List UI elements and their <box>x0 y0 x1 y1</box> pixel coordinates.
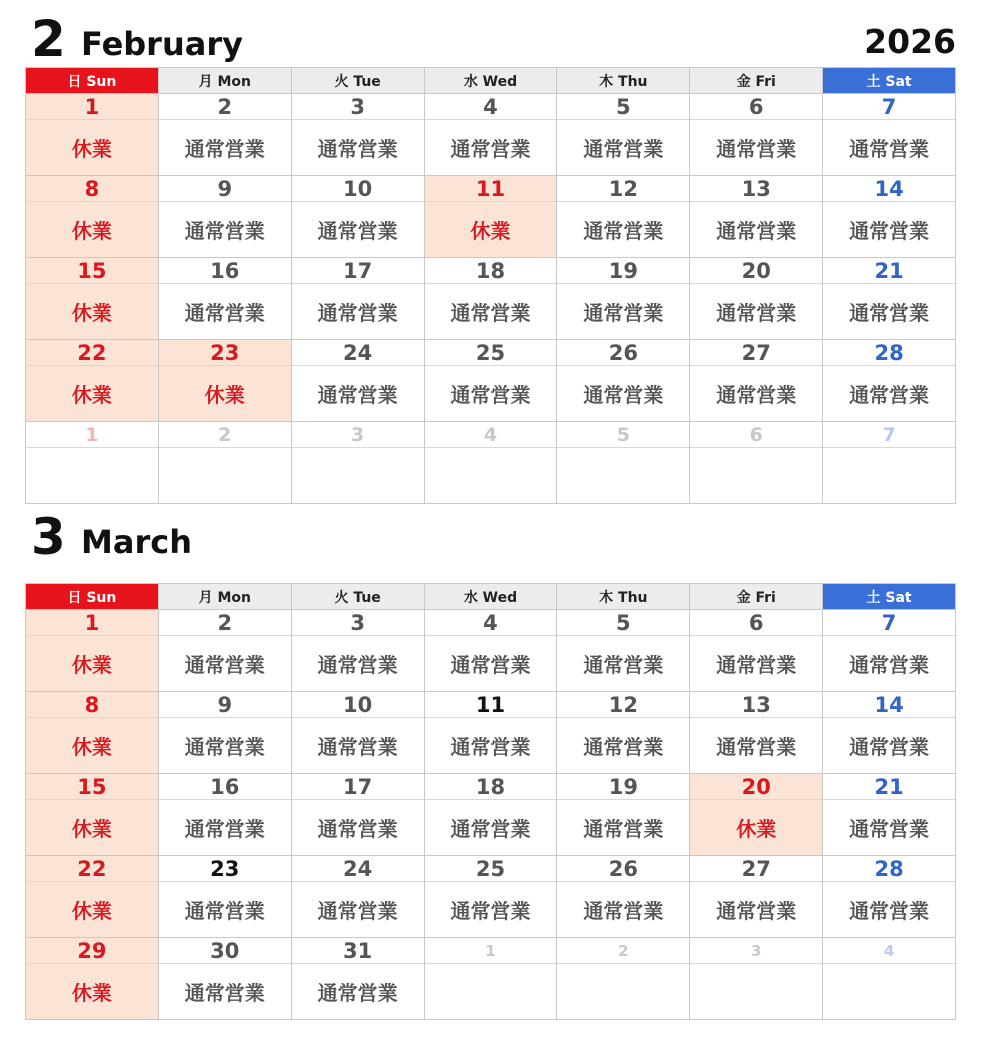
day-number: 11 <box>425 692 557 718</box>
day-status: 通常営業 <box>184 301 265 325</box>
day-cell <box>425 774 558 856</box>
day-number: 2 <box>159 610 291 636</box>
weekday-header: 水 Wed <box>425 68 558 94</box>
day-status <box>690 964 822 1019</box>
day-status: 通常営業 <box>184 137 265 161</box>
weekday-header: 木 Thu <box>557 68 690 94</box>
day-cell <box>557 176 690 258</box>
day-cell-adjacent-month <box>690 938 823 1020</box>
day-number: 22 <box>26 856 158 882</box>
weekday-header: 火 Tue <box>292 68 425 94</box>
day-cell <box>823 692 956 774</box>
day-status <box>823 964 955 1019</box>
day-cell-adjacent-month <box>557 422 690 504</box>
day-cell <box>823 774 956 856</box>
day-status <box>690 448 822 503</box>
day-cell <box>690 94 823 176</box>
day-status: 通常営業 <box>184 817 265 841</box>
day-cell <box>690 258 823 340</box>
day-status: 通常営業 <box>716 653 797 677</box>
day-cell-adjacent-month <box>690 422 823 504</box>
month-number: 3 <box>31 508 66 566</box>
day-number: 5 <box>557 610 689 636</box>
day-number: 7 <box>823 610 955 636</box>
day-status <box>159 448 291 503</box>
month-number: 2 <box>31 10 66 68</box>
day-number: 8 <box>26 176 158 202</box>
day-number: 3 <box>690 938 822 964</box>
day-status: 通常営業 <box>317 137 398 161</box>
weekday-header: 金 Fri <box>690 68 823 94</box>
day-cell <box>159 176 292 258</box>
day-number: 25 <box>425 340 557 366</box>
day-cell <box>159 610 292 692</box>
day-cell <box>292 94 425 176</box>
day-cell <box>292 774 425 856</box>
day-cell <box>425 856 558 938</box>
day-cell <box>557 94 690 176</box>
day-number: 24 <box>292 856 424 882</box>
day-cell <box>159 692 292 774</box>
day-number: 18 <box>425 774 557 800</box>
day-number: 14 <box>823 692 955 718</box>
day-cell <box>557 774 690 856</box>
day-cell <box>425 692 558 774</box>
day-cell <box>557 610 690 692</box>
weekday-header: 木 Thu <box>557 584 690 610</box>
day-cell <box>690 610 823 692</box>
day-number: 6 <box>690 94 822 120</box>
day-cell <box>159 938 292 1020</box>
day-cell <box>292 340 425 422</box>
day-number: 5 <box>557 422 689 448</box>
day-status: 通常営業 <box>849 301 930 325</box>
day-cell <box>292 692 425 774</box>
day-number: 7 <box>823 422 955 448</box>
day-number: 23 <box>159 856 291 882</box>
day-number: 16 <box>159 774 291 800</box>
day-number: 12 <box>557 692 689 718</box>
day-status: 通常営業 <box>184 735 265 759</box>
day-cell <box>292 258 425 340</box>
day-status: 通常営業 <box>716 301 797 325</box>
day-number: 25 <box>425 856 557 882</box>
day-number: 28 <box>823 856 955 882</box>
day-number: 11 <box>425 176 557 202</box>
day-cell <box>557 340 690 422</box>
day-status: 休業 <box>470 219 511 243</box>
february-header <box>31 2 956 68</box>
day-number: 1 <box>26 610 158 636</box>
day-cell <box>690 774 823 856</box>
day-status: 通常営業 <box>450 301 531 325</box>
day-status: 通常営業 <box>317 817 398 841</box>
day-status: 休業 <box>736 817 777 841</box>
weekday-header: 土 Sat <box>823 584 956 610</box>
day-status: 通常営業 <box>450 137 531 161</box>
day-number: 15 <box>26 258 158 284</box>
day-number: 8 <box>26 692 158 718</box>
day-number: 4 <box>425 422 557 448</box>
day-cell <box>292 856 425 938</box>
day-status: 通常営業 <box>450 899 531 923</box>
weekday-header: 土 Sat <box>823 68 956 94</box>
day-number: 15 <box>26 774 158 800</box>
day-cell <box>690 856 823 938</box>
day-status: 休業 <box>71 137 112 161</box>
day-status: 通常営業 <box>184 899 265 923</box>
day-status <box>292 448 424 503</box>
day-number: 16 <box>159 258 291 284</box>
day-number: 20 <box>690 258 822 284</box>
day-cell <box>425 610 558 692</box>
day-cell <box>26 774 159 856</box>
day-cell <box>26 938 159 1020</box>
day-cell <box>425 258 558 340</box>
year: 2026 <box>864 22 956 61</box>
day-number: 20 <box>690 774 822 800</box>
day-status: 通常営業 <box>849 383 930 407</box>
day-status: 通常営業 <box>849 653 930 677</box>
day-cell <box>823 856 956 938</box>
day-number: 10 <box>292 692 424 718</box>
day-cell-adjacent-month <box>26 422 159 504</box>
day-cell <box>690 340 823 422</box>
day-cell <box>26 176 159 258</box>
day-number: 26 <box>557 856 689 882</box>
day-status: 通常営業 <box>583 383 664 407</box>
day-number: 4 <box>823 938 955 964</box>
day-number: 21 <box>823 774 955 800</box>
day-number: 2 <box>557 938 689 964</box>
day-number: 9 <box>159 176 291 202</box>
day-cell <box>425 94 558 176</box>
day-cell <box>292 938 425 1020</box>
day-status: 通常営業 <box>716 383 797 407</box>
month-name: March <box>81 523 192 561</box>
day-status: 通常営業 <box>317 219 398 243</box>
day-cell <box>26 856 159 938</box>
day-status: 通常営業 <box>716 219 797 243</box>
february-calendar <box>25 67 956 504</box>
day-number: 3 <box>292 94 424 120</box>
day-status: 通常営業 <box>849 137 930 161</box>
day-status: 通常営業 <box>317 735 398 759</box>
day-cell <box>159 94 292 176</box>
day-status: 通常営業 <box>317 981 398 1005</box>
day-status: 通常営業 <box>184 653 265 677</box>
day-number: 13 <box>690 176 822 202</box>
day-cell-adjacent-month <box>557 938 690 1020</box>
day-cell <box>690 176 823 258</box>
day-status: 通常営業 <box>849 899 930 923</box>
day-status: 通常営業 <box>583 735 664 759</box>
day-status: 通常営業 <box>450 383 531 407</box>
day-status: 通常営業 <box>583 137 664 161</box>
day-status: 通常営業 <box>849 817 930 841</box>
day-cell <box>159 258 292 340</box>
day-cell <box>823 340 956 422</box>
day-cell <box>557 856 690 938</box>
day-number: 26 <box>557 340 689 366</box>
day-cell <box>557 692 690 774</box>
day-status: 通常営業 <box>450 653 531 677</box>
day-number: 9 <box>159 692 291 718</box>
day-cell-adjacent-month <box>823 938 956 1020</box>
day-status: 通常営業 <box>450 817 531 841</box>
march-calendar <box>25 583 956 1020</box>
day-number: 1 <box>26 94 158 120</box>
day-number: 1 <box>425 938 557 964</box>
day-number: 12 <box>557 176 689 202</box>
day-number: 3 <box>292 610 424 636</box>
day-number: 31 <box>292 938 424 964</box>
day-status: 通常営業 <box>184 219 265 243</box>
weekday-header: 月 Mon <box>159 584 292 610</box>
day-number: 28 <box>823 340 955 366</box>
weekday-header: 日 Sun <box>26 68 159 94</box>
day-status <box>26 448 158 503</box>
day-status: 通常営業 <box>583 653 664 677</box>
day-cell <box>292 176 425 258</box>
day-number: 24 <box>292 340 424 366</box>
day-status: 通常営業 <box>184 981 265 1005</box>
day-status: 休業 <box>71 301 112 325</box>
weekday-header: 金 Fri <box>690 584 823 610</box>
day-status: 通常営業 <box>583 301 664 325</box>
day-number: 19 <box>557 774 689 800</box>
day-number: 10 <box>292 176 424 202</box>
day-cell <box>557 258 690 340</box>
day-cell <box>425 340 558 422</box>
day-number: 17 <box>292 774 424 800</box>
day-status: 通常営業 <box>716 899 797 923</box>
day-number: 22 <box>26 340 158 366</box>
day-status: 通常営業 <box>716 735 797 759</box>
day-status: 通常営業 <box>317 383 398 407</box>
day-cell <box>425 176 558 258</box>
day-cell <box>690 692 823 774</box>
day-cell <box>26 258 159 340</box>
day-number: 3 <box>292 422 424 448</box>
day-cell <box>823 610 956 692</box>
day-number: 17 <box>292 258 424 284</box>
day-cell-adjacent-month <box>425 422 558 504</box>
day-cell <box>823 176 956 258</box>
day-number: 21 <box>823 258 955 284</box>
weekday-header: 火 Tue <box>292 584 425 610</box>
day-status: 休業 <box>204 383 245 407</box>
day-number: 5 <box>557 94 689 120</box>
day-number: 13 <box>690 692 822 718</box>
month-name: February <box>81 25 243 63</box>
day-status: 通常営業 <box>583 899 664 923</box>
day-cell <box>823 94 956 176</box>
day-cell <box>292 610 425 692</box>
day-cell-adjacent-month <box>292 422 425 504</box>
day-status: 休業 <box>71 383 112 407</box>
day-cell <box>823 258 956 340</box>
day-number: 27 <box>690 340 822 366</box>
day-status: 通常営業 <box>317 653 398 677</box>
day-cell <box>26 340 159 422</box>
day-number: 19 <box>557 258 689 284</box>
day-status: 休業 <box>71 735 112 759</box>
day-number: 7 <box>823 94 955 120</box>
weekday-header: 日 Sun <box>26 584 159 610</box>
day-number: 14 <box>823 176 955 202</box>
day-cell <box>159 856 292 938</box>
day-status: 休業 <box>71 653 112 677</box>
day-cell <box>159 340 292 422</box>
day-number: 23 <box>159 340 291 366</box>
day-cell-adjacent-month <box>425 938 558 1020</box>
day-cell-adjacent-month <box>823 422 956 504</box>
day-cell-adjacent-month <box>159 422 292 504</box>
day-cell <box>26 692 159 774</box>
day-status: 通常営業 <box>583 817 664 841</box>
march-header <box>31 500 956 566</box>
day-status: 通常営業 <box>317 301 398 325</box>
day-status <box>557 964 689 1019</box>
day-status: 休業 <box>71 981 112 1005</box>
day-status: 通常営業 <box>317 899 398 923</box>
day-status: 通常営業 <box>849 219 930 243</box>
day-status <box>557 448 689 503</box>
day-status: 休業 <box>71 817 112 841</box>
day-number: 30 <box>159 938 291 964</box>
day-number: 18 <box>425 258 557 284</box>
day-number: 29 <box>26 938 158 964</box>
day-cell <box>26 94 159 176</box>
day-status <box>425 964 557 1019</box>
day-status: 通常営業 <box>583 219 664 243</box>
day-status: 休業 <box>71 219 112 243</box>
day-number: 4 <box>425 610 557 636</box>
day-number: 6 <box>690 610 822 636</box>
day-number: 27 <box>690 856 822 882</box>
day-number: 1 <box>26 422 158 448</box>
day-number: 4 <box>425 94 557 120</box>
weekday-header: 水 Wed <box>425 584 558 610</box>
day-status: 通常営業 <box>450 735 531 759</box>
day-status <box>823 448 955 503</box>
day-status: 通常営業 <box>849 735 930 759</box>
weekday-header: 月 Mon <box>159 68 292 94</box>
day-status: 通常営業 <box>716 137 797 161</box>
day-status: 休業 <box>71 899 112 923</box>
day-number: 2 <box>159 94 291 120</box>
day-number: 2 <box>159 422 291 448</box>
day-status <box>425 448 557 503</box>
day-number: 6 <box>690 422 822 448</box>
day-cell <box>159 774 292 856</box>
day-cell <box>26 610 159 692</box>
